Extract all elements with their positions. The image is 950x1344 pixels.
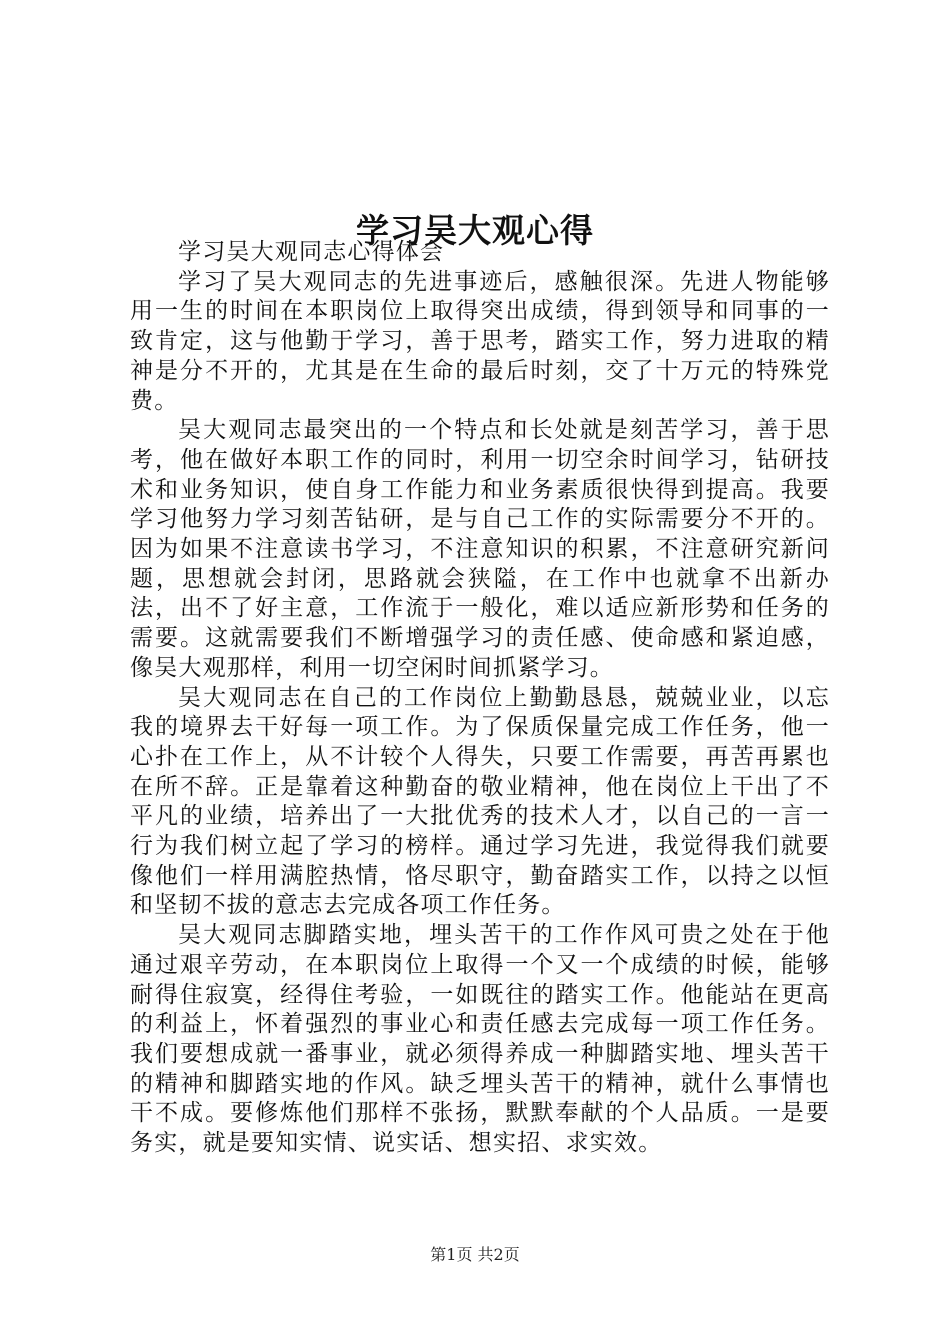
page-footer: 第1页 共2页 xyxy=(430,1245,520,1264)
paragraph-4: 吴大观同志脚踏实地，埋头苦干的工作作风可贵之处在于他通过艰辛劳动，在本职岗位上取得一个又一个成绩的时候，能够耐得住寂寞，经得住考验，一如既往的踏实工作。他能站在更高的利益上，怀着强烈的事业心和责任感去完成每一项工作任务。我们要想成就一番事业，就必须得养成一种脚踏实地、埋头苦干的精神和脚踏实地的作风。缺乏埋头苦干的精神，就什么事情也干不成。要修炼他们那样不张扬，默默奉献的个人品质。一是要务实，就是要知实情、说实话、想实招、求实效。 xyxy=(130,922,830,1157)
paragraph-1: 学习了吴大观同志的先进事迹后，感触很深。先进人物能够用一生的时间在本职岗位上取得突出成绩，得到领导和同事的一致肯定，这与他勤于学习，善于思考，踏实工作，努力进取的精神是分不开的，尤其是在生命的最后时刻，交了十万元的特殊党费。 xyxy=(130,268,830,414)
document-title: 学习吴大观心得 xyxy=(356,211,594,251)
paragraph-3: 吴大观同志在自己的工作岗位上勤勤恳恳，兢兢业业，以忘我的境界去干好每一项工作。为了保质保量完成工作任务，他一心扑在工作上，从不计较个人得失，只要工作需要，再苦再累也在所不辞。正是靠着这种勤奋的敬业精神，他在岗位上干出了不平凡的业绩，培养出了一大批优秀的技术人才，以自己的一言一行为我们树立起了学习的榜样。通过学习先进，我觉得我们就要像他们一样用满腔热情，恪尽职守，勤奋踏实工作，以持之以恒和坚韧不拔的意志去完成各项工作任务。 xyxy=(130,684,830,919)
document-body xyxy=(130,238,830,1159)
document-subtitle: 学习吴大观同志心得体会 xyxy=(178,239,445,265)
paragraph-2: 吴大观同志最突出的一个特点和长处就是刻苦学习，善于思考，他在做好本职工作的同时，利用一切空余时间学习，钻研技术和业务知识，使自身工作能力和业务素质很快得到提高。我要学习他努力学习刻苦钻研，是与自己工作的实际需要分不开的。因为如果不注意读书学习，不注意知识的积累，不注意研究新问题，思想就会封闭，思路就会狭隘，在工作中也就拿不出新办法，出不了好主意，工作流于一般化，难以适应新形势和任务的需要。这就需要我们不断增强学习的责任感、使命感和紧迫感，像吴大观那样，利用一切空闲时间抓紧学习。 xyxy=(130,417,830,681)
